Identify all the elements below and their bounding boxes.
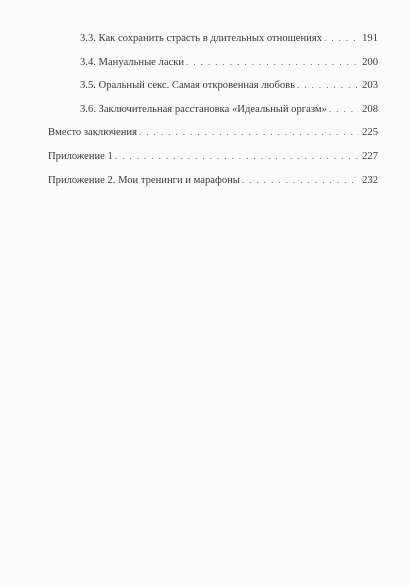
dot-leader	[242, 174, 359, 186]
toc-entry-title: Приложение 1	[48, 150, 113, 162]
toc-entry-appendix-2	[48, 174, 378, 186]
toc-entry-title: Приложение 2. Мои тренинги и марафоны	[48, 174, 240, 186]
toc-entry-3-3	[48, 32, 378, 44]
toc-entry-title: 3.4. Мануальные ласки	[80, 56, 185, 68]
toc-entry-3-4	[48, 56, 378, 68]
toc-entry-conclusion	[48, 126, 378, 138]
toc-entry-page: 232	[362, 174, 378, 186]
toc-entry-page: 208	[362, 103, 378, 115]
dot-leader	[329, 103, 359, 115]
dot-leader	[139, 126, 359, 138]
toc-entry-page: 191	[362, 33, 378, 44]
toc-entry-appendix-1	[48, 150, 378, 162]
toc-entry-title: 3.5. Оральный секс. Самая откровенная любовь	[80, 80, 295, 92]
dot-leader	[115, 150, 359, 162]
dot-leader	[324, 32, 359, 44]
toc-entry-title: Вместо заключения	[48, 127, 137, 139]
toc-entry-title: 3.3. Как сохранить страсть в длительных отношениях	[80, 33, 323, 44]
toc-entry-page: 203	[362, 80, 378, 92]
toc-entry-3-5	[48, 79, 378, 91]
table-of-contents	[48, 32, 378, 197]
toc-entry-page: 225	[362, 127, 378, 139]
toc-entry-3-6	[48, 103, 378, 115]
toc-entry-page: 200	[362, 56, 378, 68]
toc-entry-title: 3.6. Заключительная расстановка «Идеальный оргазм»	[80, 103, 327, 115]
dot-leader	[297, 79, 359, 91]
toc-entry-page: 227	[362, 150, 378, 162]
dot-leader	[186, 56, 359, 68]
